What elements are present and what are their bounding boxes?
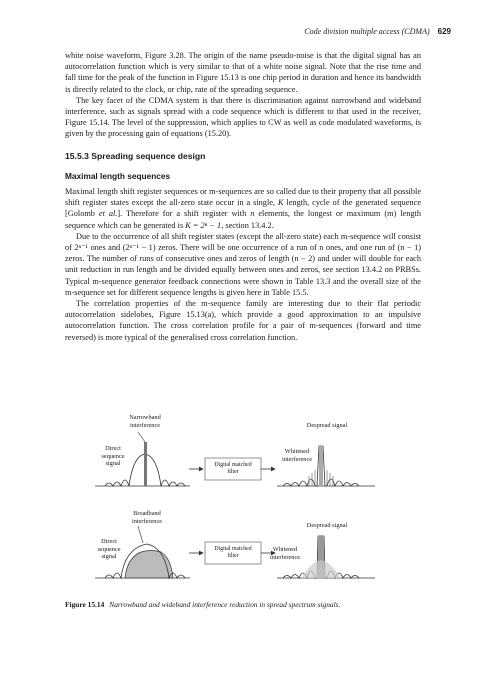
top-whitened-line1: Whitened: [284, 448, 310, 455]
bottom-whitened-floor: [301, 560, 341, 578]
top-interference-leader: [138, 432, 145, 442]
paragraph-1: white noise waveform, Figure 3.28. The origin of the name pseudo-noise is that the digital signal has an autocorrelation function which is very similar to that of a white noise signal. Note that the rise time and fall time for the peak of the function in Figure 15.13 is one chip period in duration and hence its bandwidth is directly related to the clock, or chip, rate of the spreading sequence.: [65, 51, 421, 94]
caption-number: Figure 15.14: [65, 600, 105, 609]
bottom-whitened-label: [263, 546, 307, 561]
bottom-interference-line1: Broadband: [133, 510, 161, 517]
running-header: [304, 27, 451, 36]
p3-text-a: Maximal length shift register sequences or m-sequences are so called due to their property that all possible shift register states except the all-zero state occur in a single,: [65, 187, 421, 208]
top-whitened-line2: interference: [281, 455, 313, 463]
bottom-filter-line1: Digital matched: [214, 546, 252, 552]
top-filter-line2: filter: [227, 469, 239, 475]
bottom-signal-line2: sequence: [97, 545, 121, 553]
bottom-output-label: Despread signal: [306, 522, 348, 529]
subheading: Maximal length sequences: [65, 170, 171, 181]
p3-formula: K = 2ⁿ − 1: [185, 220, 222, 230]
bottom-whitened-line2: interference: [269, 553, 301, 561]
top-signal-line2: sequence: [101, 452, 125, 460]
bottom-signal-line1: Direct: [101, 538, 117, 545]
paragraph-4: Due to the occurrence of all shift register states (except the all-zero state) each m-sequence will consist of 2ⁿ⁻¹ ones and (2ⁿ⁻¹ − 1) zeros. There will be one occurrence of a run of n ones, and one run of (n − 1) zeros. The number of runs of consecutive ones and zeros of length (n − 2) and under will double for each unit reduction in run length and be divided equally between ones and zeros, see section 13.4.2 on PRBSs. Typical m-sequence generator feedback connections were shown in Table 13.3 and the overall size of the m-sequence set for different sequence lengths is given here in Table 15.5.: [65, 231, 421, 297]
top-filter-label: [205, 462, 261, 476]
paragraph-3: [65, 186, 421, 231]
bottom-filter-line2: filter: [227, 553, 239, 559]
section-heading: 15.5.3 Spreading sequence design: [65, 150, 206, 161]
p3-text-b: length, cycle of the generated sequence [Golomb: [65, 198, 421, 219]
p3-text-c: ]. Therefore for a shift register with: [117, 209, 251, 219]
top-despread-peak: [319, 446, 323, 486]
top-output-label: Despread signal: [306, 422, 348, 429]
top-signal-line3: signal: [105, 460, 121, 467]
figure-diagram: [65, 418, 421, 590]
bottom-filter-label: [205, 546, 261, 560]
bottom-interference-line2: interference: [131, 517, 163, 525]
bottom-signal-line3: signal: [101, 553, 117, 560]
top-signal-label: [93, 445, 133, 468]
p3-var-n: n: [250, 209, 255, 219]
bottom-whitened-line1: Whitened: [272, 546, 298, 553]
top-signal-line1: Direct: [105, 445, 121, 452]
page-number: 629: [437, 27, 451, 36]
top-filter-line1: Digital matched: [214, 462, 252, 468]
paragraph-5: The correlation properties of the m-sequence family are interesting due to their flat periodic autocorrelation sidelobes, Figure 15.13(a), which provide a good approximation to an impulsive autocorrelation function. The cross correlation profile for a pair of m-sequences (forward and time reversed) is more typical of the generalised cross correlation function.: [65, 299, 421, 342]
body-text: [65, 50, 421, 343]
paragraph-2: The key facet of the CDMA system is that there is discrimination against narrowband and wideband interference, such as signals spread with a code sequence which is different to that used in the receiver, Figure 15.14. The level of the suppression, which applies to CW as well as code modulated waveforms, is given by the processing gain of equations (15.20).: [65, 95, 421, 139]
p3-etal: et al.: [98, 209, 118, 219]
p3-text-e: , section 13.4.2.: [221, 220, 274, 230]
top-whitened-label: [275, 448, 319, 463]
p3-var-k: K: [277, 198, 284, 208]
figure-caption: [65, 600, 421, 610]
p3-text-d: elements, the longest or maximum (m) length sequence which can be generated is: [65, 209, 421, 230]
top-interference-line1: Narrowband: [129, 414, 161, 421]
top-interference-label: [117, 414, 173, 429]
top-diagram: [95, 432, 375, 486]
bottom-interference-label: [119, 510, 175, 525]
bottom-interference-leader: [138, 526, 143, 543]
header-title: Code division multiple access (CDMA): [304, 27, 430, 36]
figure-15-14: [65, 414, 421, 590]
top-interference-line2: interference: [129, 421, 161, 429]
bottom-signal-label: [89, 538, 129, 561]
caption-text: Narrowband and wideband interference reduction in spread spectrum signals.: [109, 600, 341, 609]
top-narrowband-spike: [144, 442, 147, 486]
